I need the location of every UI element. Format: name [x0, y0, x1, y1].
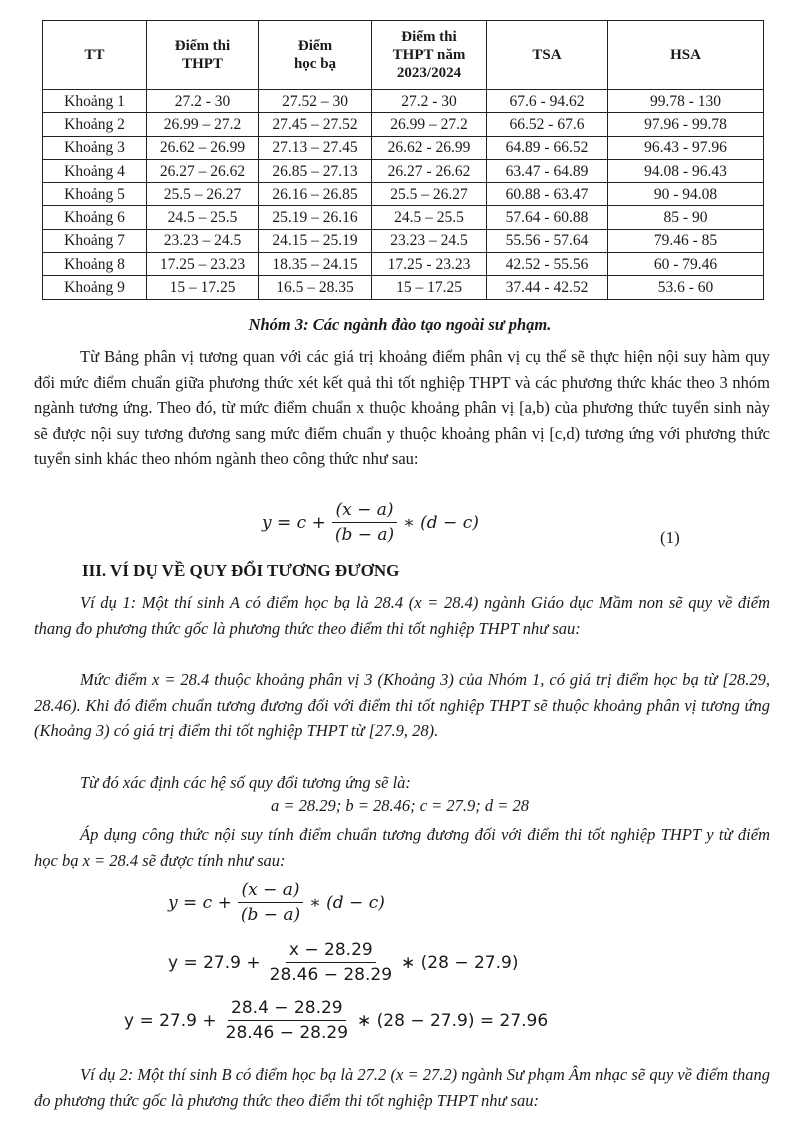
step1-denominator: (b − a) [240, 905, 301, 925]
example1-coefficients: a = 28.29; b = 28.46; c = 27.9; d = 28 [270, 796, 530, 815]
row-label: Khoảng 6 [43, 206, 147, 229]
example1-apply: Áp dụng công thức nội suy tính điểm chuẩn tương đương đối với điểm thi tốt nghiệp THPT y từ điểm học bạ x = 28.4 sẽ được tính như sau: [34, 825, 770, 870]
table-cell: 24.5 – 25.5 [147, 206, 259, 229]
table-cell: 27.2 - 30 [147, 90, 259, 113]
table-cell: 97.96 - 99.78 [608, 113, 764, 136]
step2-denominator: 28.46 − 28.29 [269, 965, 393, 985]
step2-numerator: x − 28.29 [286, 940, 376, 963]
table-cell: 17.25 - 23.23 [372, 253, 487, 276]
table-cell: 37.44 - 42.52 [487, 276, 608, 299]
table-cell: 94.08 - 96.43 [608, 159, 764, 182]
step2-fraction [267, 940, 395, 985]
table-cell: 15 – 17.25 [147, 276, 259, 299]
formula-lhs: y = c + [262, 512, 326, 533]
step3-denominator: 28.46 − 28.29 [225, 1023, 349, 1043]
table-cell: 15 – 17.25 [372, 276, 487, 299]
formula-step1 [168, 880, 385, 925]
formula-denominator: (b − a) [334, 525, 395, 545]
example1-coef-intro: Từ đó xác định các hệ số quy đổi tương ứng sẽ là: [80, 773, 411, 792]
equation-number: (1) [660, 528, 680, 547]
step3-numerator: 28.4 − 28.29 [228, 998, 346, 1021]
table-cell: 26.16 – 26.85 [259, 183, 372, 206]
header-thpt: Điểm thi THPT [147, 21, 259, 90]
table-caption: Nhóm 3: Các ngành đào tạo ngoài sư phạm. [248, 315, 552, 334]
table-header-row [43, 21, 764, 90]
example1-intro: Ví dụ 1: Một thí sinh A có điểm học bạ là 28.4 (x = 28.4) ngành Giáo dục Mầm non sẽ quy về điểm thang đo phương thức gốc là phương thức theo điểm thi tốt nghiệp THPT như sau: [34, 593, 770, 638]
example2-intro: Ví dụ 2: Một thí sinh B có điểm học bạ là 27.2 (x = 27.2) ngành Sư phạm Âm nhạc sẽ quy về điểm thang đo phương thức gốc là phương thức theo điểm thi tốt nghiệp THPT như sau: [34, 1065, 770, 1110]
table-cell: 26.99 – 27.2 [147, 113, 259, 136]
table-cell: 27.45 – 27.52 [259, 113, 372, 136]
row-label: Khoảng 7 [43, 229, 147, 252]
table-row [43, 229, 764, 252]
row-label: Khoảng 4 [43, 159, 147, 182]
table-cell: 26.85 – 27.13 [259, 159, 372, 182]
table-cell: 63.47 - 64.89 [487, 159, 608, 182]
table-cell: 42.52 - 55.56 [487, 253, 608, 276]
table-cell: 60 - 79.46 [608, 253, 764, 276]
table-cell: 27.52 – 30 [259, 90, 372, 113]
row-label: Khoảng 3 [43, 136, 147, 159]
table-cell: 53.6 - 60 [608, 276, 764, 299]
row-label: Khoảng 2 [43, 113, 147, 136]
table-cell: 25.5 – 26.27 [372, 183, 487, 206]
step2-rhs: ∗ (28 − 27.9) [401, 952, 519, 973]
table-row [43, 276, 764, 299]
section-heading: III. VÍ DỤ VỀ QUY ĐỔI TƯƠNG ĐƯƠNG [82, 561, 400, 580]
formula-numerator: (x − a) [332, 500, 396, 523]
table-cell: 64.89 - 66.52 [487, 136, 608, 159]
row-label: Khoảng 8 [43, 253, 147, 276]
table-cell: 24.15 – 25.19 [259, 229, 372, 252]
table-cell: 99.78 - 130 [608, 90, 764, 113]
table-cell: 57.64 - 60.88 [487, 206, 608, 229]
table-row [43, 113, 764, 136]
row-label: Khoảng 5 [43, 183, 147, 206]
step1-numerator: (x − a) [238, 880, 302, 903]
step1-rhs: ∗ (d − c) [309, 892, 385, 913]
header-hsa: HSA [608, 21, 764, 90]
percentile-table [42, 20, 764, 300]
example1-detail: Mức điểm x = 28.4 thuộc khoảng phân vị 3 (Khoảng 3) của Nhóm 1, có giá trị điểm học bạ từ [28.29, 28.46). Khi đó điểm chuẩn tương đương đối với điểm thi tốt nghiệp THPT sẽ thuộc khoảng phân vị tương ứng (Khoảng 3) có giá trị điểm thi tốt nghiệp THPT từ [27.9, 28). [34, 670, 770, 741]
formula-rhs: ∗ (d − c) [403, 512, 479, 533]
table-cell: 25.19 – 26.16 [259, 206, 372, 229]
intro-paragraph: Từ Bảng phân vị tương quan với các giá trị khoảng điểm phân vị cụ thể sẽ thực hiện nội suy hàm quy đổi mức điểm chuẩn giữa phương thức xét kết quả thi tốt nghiệp THPT và các phương thức khác theo 3 nhóm ngành tương ứng. Theo đó, từ mức điểm chuẩn x thuộc khoảng phân vị [a,b) của phương thức tuyển sinh này sẽ được nội suy tương đương sang mức điểm chuẩn y thuộc khoảng phân vị [c,d) tương ứng với phương thức tuyển sinh khác theo nhóm ngành theo công thức như sau: [34, 347, 770, 469]
row-label: Khoảng 9 [43, 276, 147, 299]
table-cell: 26.27 – 26.62 [147, 159, 259, 182]
table-row [43, 183, 764, 206]
row-label: Khoảng 1 [43, 90, 147, 113]
step1-lhs: y = c + [168, 892, 232, 913]
table-cell: 66.52 - 67.6 [487, 113, 608, 136]
step1-fraction [238, 880, 303, 925]
table-cell: 90 - 94.08 [608, 183, 764, 206]
table-cell: 27.13 – 27.45 [259, 136, 372, 159]
header-thpt-2023: Điểm thi THPT năm 2023/2024 [372, 21, 487, 90]
table-cell: 18.35 – 24.15 [259, 253, 372, 276]
formula-step3 [124, 998, 548, 1043]
step3-rhs: ∗ (28 − 27.9) = 27.96 [357, 1010, 549, 1031]
table-row [43, 253, 764, 276]
header-tt: TT [43, 21, 147, 90]
table-row [43, 206, 764, 229]
table-cell: 67.6 - 94.62 [487, 90, 608, 113]
table-body [43, 90, 764, 300]
formula-main [262, 500, 479, 545]
table-row [43, 90, 764, 113]
step3-lhs: y = 27.9 + [124, 1010, 217, 1031]
table-cell: 85 - 90 [608, 206, 764, 229]
table-cell: 26.62 - 26.99 [372, 136, 487, 159]
formula-step2 [168, 940, 518, 985]
table-cell: 26.27 - 26.62 [372, 159, 487, 182]
table-cell: 24.5 – 25.5 [372, 206, 487, 229]
table-cell: 23.23 – 24.5 [147, 229, 259, 252]
table-cell: 79.46 - 85 [608, 229, 764, 252]
table-cell: 96.43 - 97.96 [608, 136, 764, 159]
table-cell: 27.2 - 30 [372, 90, 487, 113]
table-cell: 26.62 – 26.99 [147, 136, 259, 159]
table-row [43, 136, 764, 159]
header-tsa: TSA [487, 21, 608, 90]
formula-fraction [332, 500, 397, 545]
step3-fraction [223, 998, 351, 1043]
table-cell: 17.25 – 23.23 [147, 253, 259, 276]
header-hoc-ba: Điểm học bạ [259, 21, 372, 90]
table-cell: 23.23 – 24.5 [372, 229, 487, 252]
table-row [43, 159, 764, 182]
table-cell: 26.99 – 27.2 [372, 113, 487, 136]
table-cell: 16.5 – 28.35 [259, 276, 372, 299]
step2-lhs: y = 27.9 + [168, 952, 261, 973]
table-cell: 25.5 – 26.27 [147, 183, 259, 206]
table-cell: 55.56 - 57.64 [487, 229, 608, 252]
table-cell: 60.88 - 63.47 [487, 183, 608, 206]
